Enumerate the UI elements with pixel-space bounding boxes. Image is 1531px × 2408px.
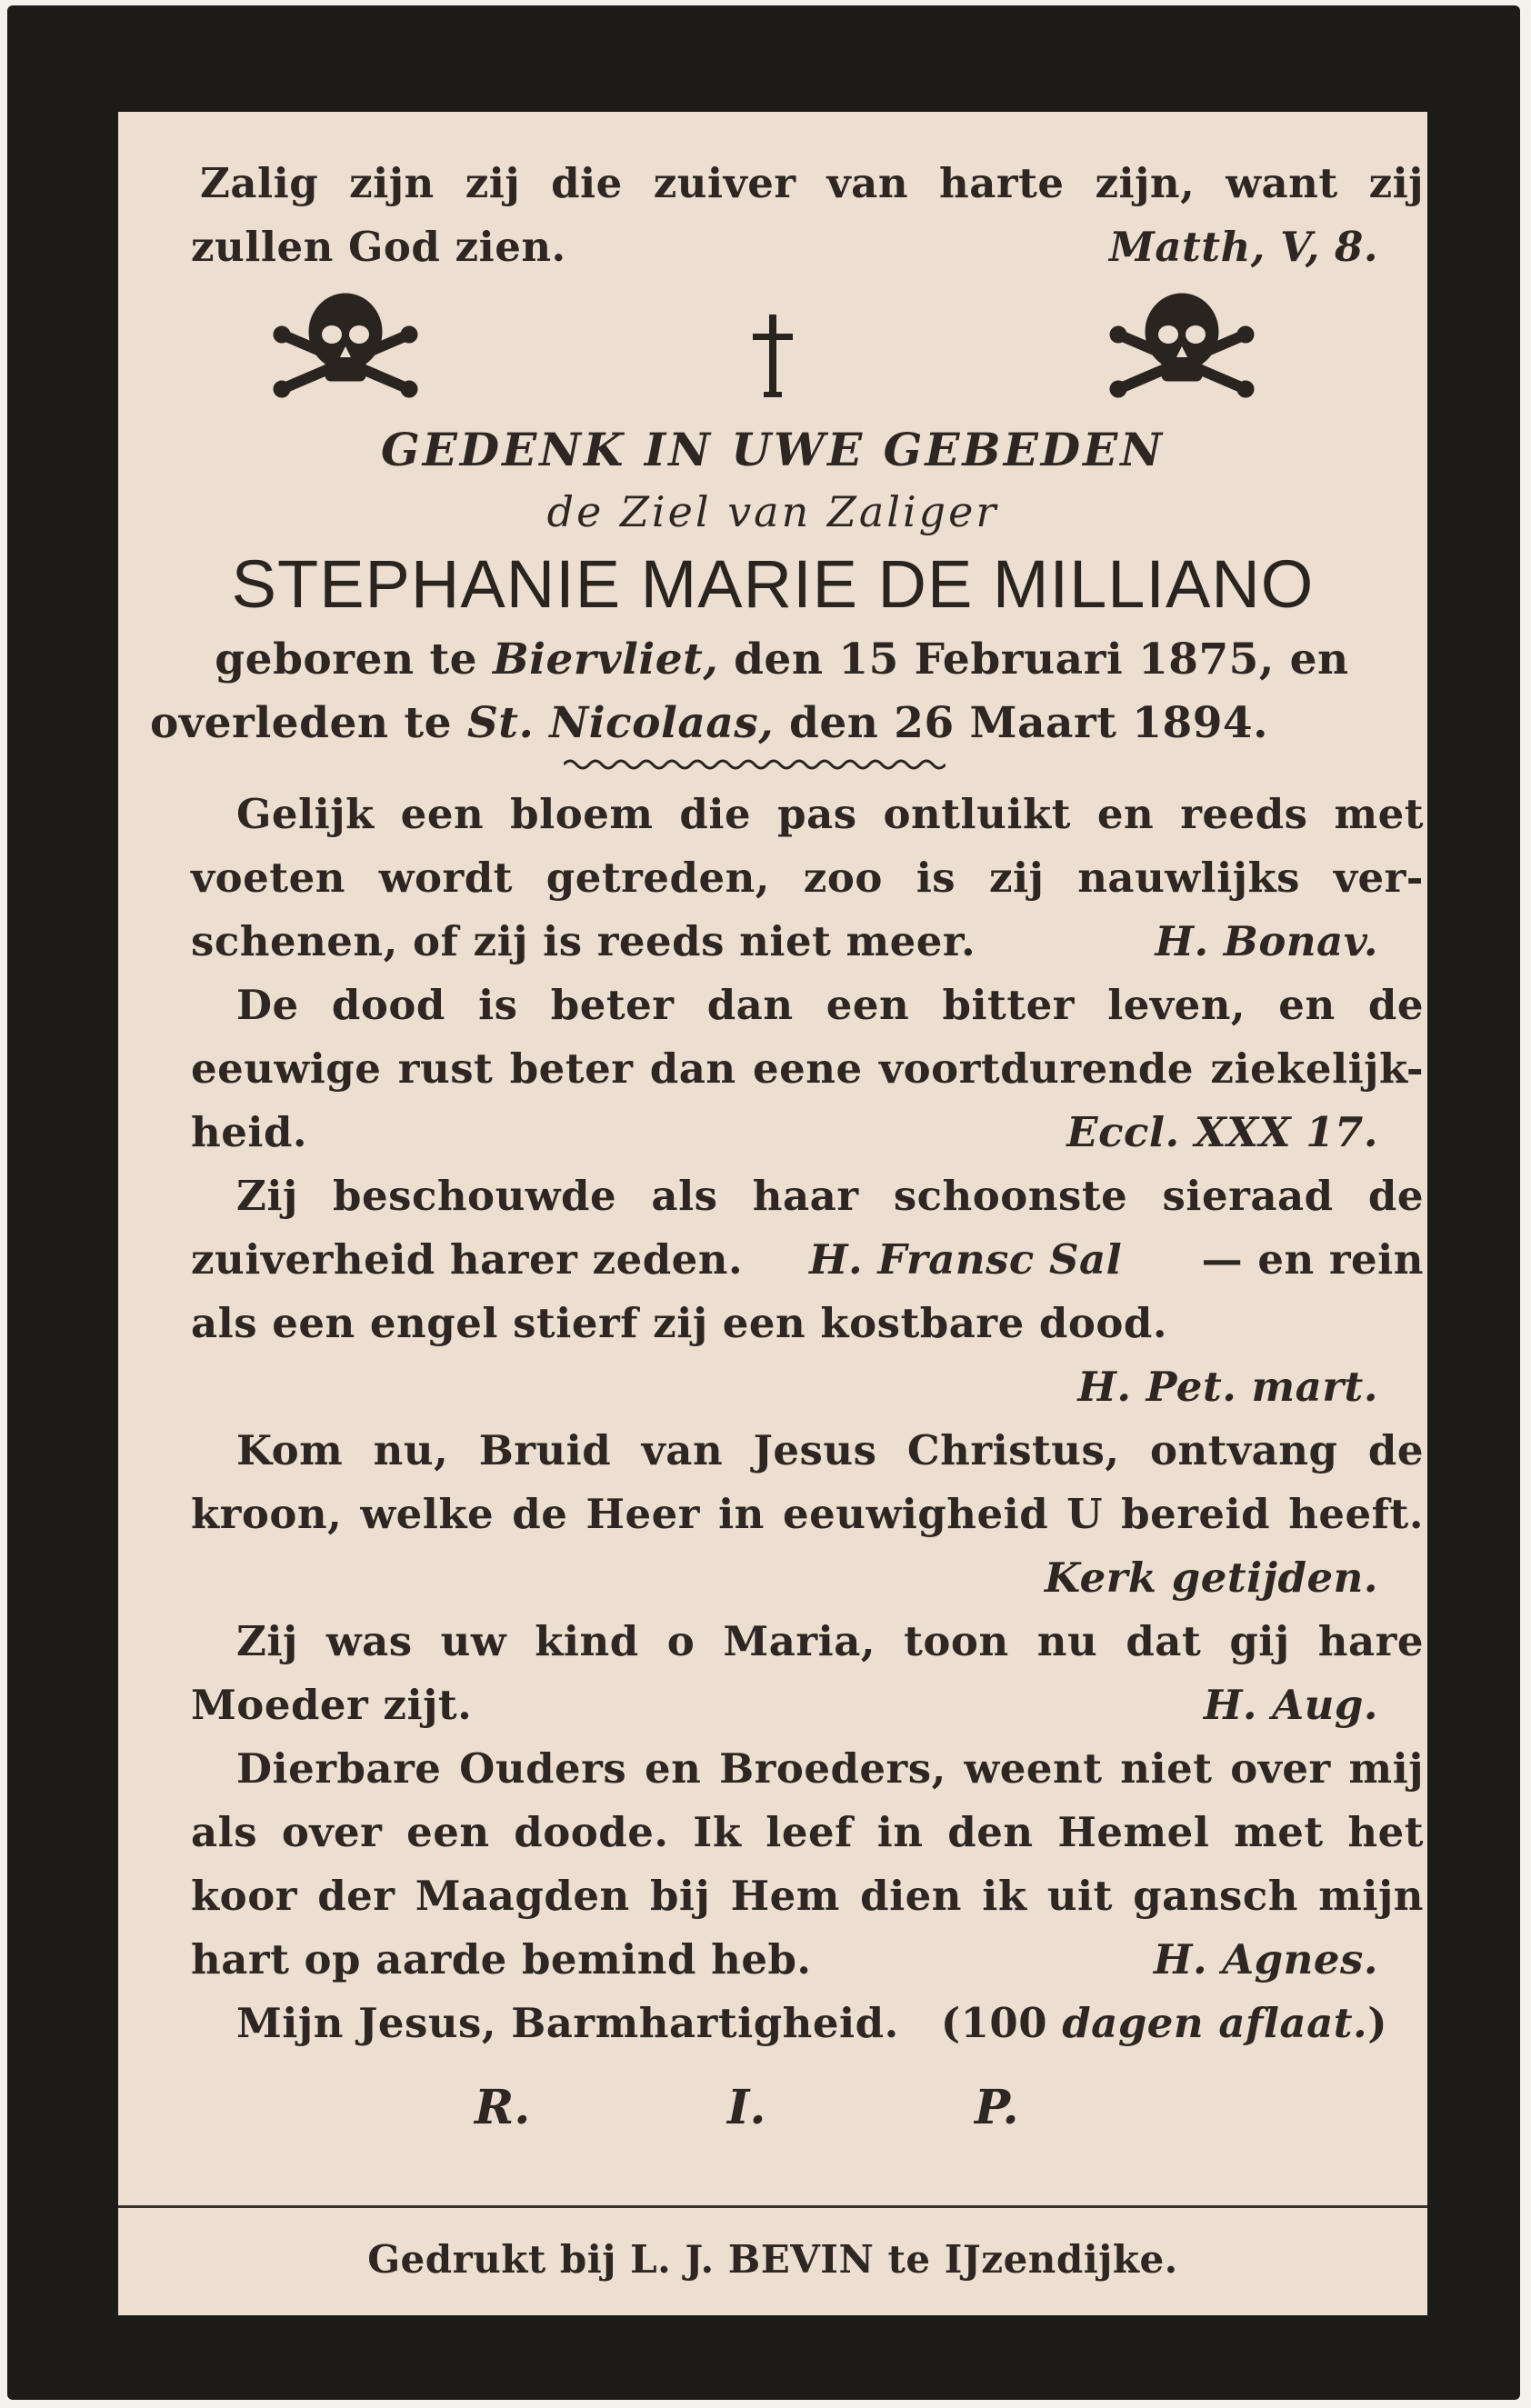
- text-line: zuiverheid harer zeden. H. Fransc Sal — en rein: [191, 1226, 1424, 1294]
- text-line: heid. Eccl. XXX 17.: [191, 1099, 1424, 1166]
- citation: Kerk getijden.: [1044, 1554, 1378, 1602]
- text-line: Zij beschouwde als haar schoonste sieraad de: [236, 1172, 1424, 1220]
- text-line: koor der Maagden bij Hem dien ik uit gansch mijn: [191, 1872, 1424, 1920]
- text-line: Kom nu, Bruid van Jesus Christus, ontvang de: [236, 1426, 1424, 1474]
- memorial-card: [7, 5, 1520, 2400]
- text-line: voeten wordt getreden, zoo is zij nauwlijks ver-: [191, 854, 1424, 902]
- birth-line: geboren te Biervliet, den 15 Februari 1875, en: [215, 634, 1349, 684]
- skull-crossbones-icon: [273, 285, 418, 403]
- text-line: als een engel stierf zij een kostbare dood.: [191, 1299, 1167, 1347]
- text-line: schenen, of zij is reeds niet meer. H. Bonav.: [191, 908, 1424, 975]
- death-line: overleden te St. Nicolaas, den 26 Maart 1894.: [150, 698, 1268, 748]
- citation: H. Fransc Sal: [809, 1235, 1123, 1284]
- cross-icon: [745, 310, 800, 401]
- text-line: kroon, welke de Heer in eeuwigheid U bereid heeft.: [191, 1490, 1424, 1538]
- death-place: St. Nicolaas,: [466, 698, 775, 748]
- subheading: de Ziel van Zaliger: [546, 487, 999, 536]
- rip-letter: I.: [727, 2080, 766, 2135]
- text-line: eeuwige rust beter dan eene voortdurende ziekelijk-: [191, 1044, 1424, 1093]
- motto-line-2: zullen God zien. Matth, V, 8.: [191, 214, 1424, 281]
- skull-crossbones-icon: [1109, 285, 1255, 403]
- rip-letter: P.: [975, 2080, 1019, 2135]
- wavy-divider: [564, 757, 946, 772]
- text-line: als over een doode. Ik leef in den Hemel met het: [191, 1808, 1424, 1856]
- text-line: hart op aarde bemind heb. H. Agnes.: [191, 1926, 1424, 1993]
- citation: H. Agnes.: [1153, 1935, 1378, 1983]
- motto-reference: Matth, V, 8.: [1109, 223, 1378, 271]
- birth-place: Biervliet,: [492, 634, 719, 684]
- citation: H. Bonav.: [1155, 917, 1378, 965]
- card-paper: [118, 112, 1427, 2315]
- heading: GEDENK IN UWE GEBEDEN: [381, 423, 1165, 476]
- text-line: Moeder zijt. H. Aug.: [191, 1672, 1424, 1739]
- printer-credit: Gedrukt bij L. J. BEVIN te IJzendijke.: [367, 2237, 1178, 2282]
- footer-rule: [118, 2205, 1427, 2208]
- text-line: [191, 1544, 1424, 1612]
- text-line: [191, 1354, 1424, 1421]
- text-line: Gelijk een bloem die pas ontluikt en reeds met: [236, 790, 1424, 838]
- deceased-name: STEPHANIE MARIE DE MILLIANO: [231, 546, 1315, 622]
- text-line: De dood is beter dan een bitter leven, en de: [236, 981, 1424, 1029]
- text-line: Mijn Jesus, Barmhartigheid. (100 dagen aflaat.): [236, 1990, 1424, 2057]
- motto-line-1: Zalig zijn zij die zuiver van harte zijn, want zij: [200, 159, 1424, 207]
- citation: H. Aug.: [1203, 1681, 1378, 1729]
- rip-letter: R.: [475, 2080, 531, 2135]
- text-line: Zij was uw kind o Maria, toon nu dat gij hare: [236, 1617, 1424, 1665]
- citation: Eccl. XXX 17.: [1066, 1108, 1378, 1156]
- text-line: Dierbare Ouders en Broeders, weent niet over mij: [236, 1744, 1424, 1793]
- citation: H. Pet. mart.: [1077, 1363, 1378, 1411]
- indulgence-note: (100 dagen aflaat.): [940, 1999, 1387, 2047]
